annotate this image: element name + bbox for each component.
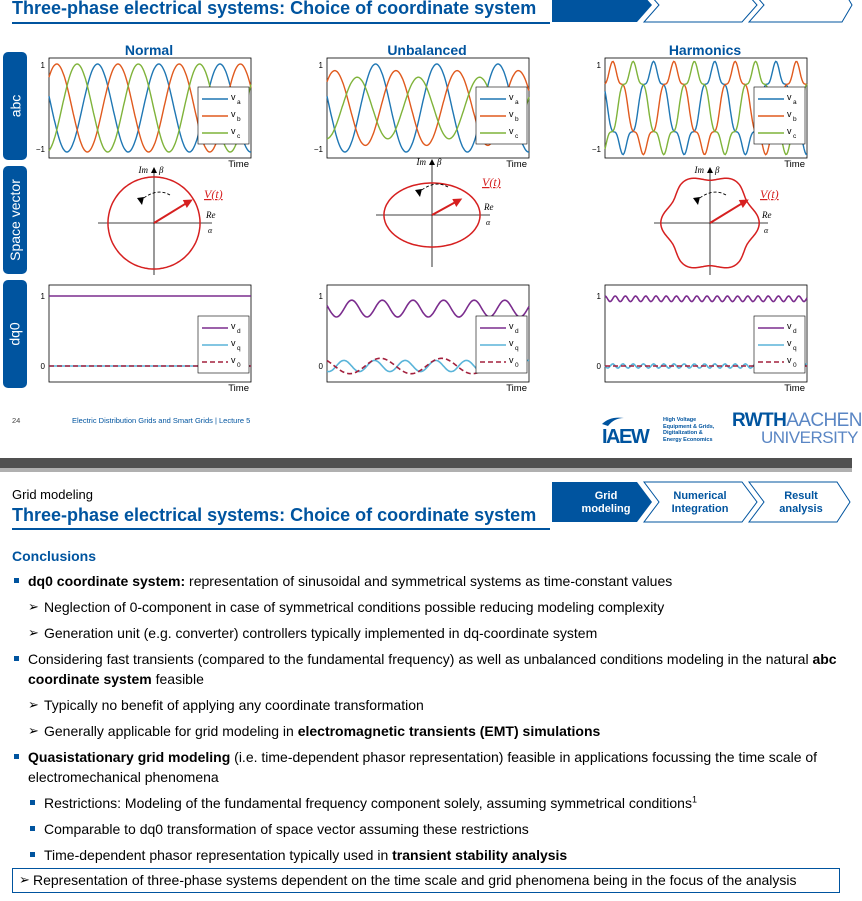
dq0-legend-sub-q-harmonics: q (793, 345, 797, 352)
nav2-label-2b: Integration (671, 503, 729, 515)
abc-legend-label-b-harmonics: v (787, 109, 792, 119)
iaew-desc-line-2: Equipment & Grids, (663, 423, 715, 430)
rwth-logo-university: UNIVERSITY (761, 428, 859, 447)
sv-re-label-harmonics: Re (762, 210, 772, 220)
dq0-legend-label-q-harmonics: v (787, 338, 792, 348)
rwth-logo-aachen: AACHEN (786, 410, 862, 431)
bullet-dq0-bold: dq0 coordinate system: (28, 573, 186, 589)
sub-bullet-no-benefit: ➢ Typically no benefit of applying any coordinate transformation (12, 695, 842, 715)
sv-im-arrowhead-unbalanced (429, 159, 435, 165)
bullet-abc-bold: abc coordinate system (28, 651, 837, 687)
sub-bullet-emt-bold: electromagnetic transients (EMT) simulations (297, 723, 601, 739)
column-head-unbalanced: Unbalanced (387, 42, 467, 58)
abc-legend-sub-a-normal: a (237, 99, 241, 106)
dq0-legend-sub-q-normal: q (237, 345, 241, 352)
dq0-legend-sub-q-unbalanced: q (515, 345, 519, 352)
abc-legend-sub-a-unbalanced: a (515, 99, 519, 106)
sv-im-arrowhead-normal (151, 167, 157, 173)
abc-legend-label-b-normal: v (231, 109, 236, 119)
sv-im-label-unbalanced: Im (416, 157, 426, 167)
abc-legend-sub-c-unbalanced: c (515, 133, 519, 140)
bullet-abc (12, 649, 842, 689)
dq0-legend-label-q-normal: v (231, 338, 236, 348)
row-tab-space-vector-label: Space vector (7, 179, 23, 261)
sv-rotation-arrowhead-harmonics (693, 197, 700, 205)
sv-im-label-normal: Im (138, 165, 148, 175)
sv-rotation-arc-normal (140, 192, 170, 201)
abc-legend-label-c-harmonics: v (787, 126, 792, 136)
dq0-ytick-0-normal: 0 (40, 362, 45, 371)
dq0-ytick-1-harmonics: 1 (596, 292, 601, 301)
slide-bottom (0, 472, 852, 901)
sub-bullet-ts-text: Time-dependent phasor representation typically used in (44, 847, 393, 863)
rwth-logo-rwth: RWTH (732, 410, 787, 431)
abc-xlabel-normal: Time (228, 159, 249, 170)
dq0-legend-label-d-normal: v (231, 321, 236, 331)
bullet-dq0 (12, 571, 842, 591)
sv-rotation-arc-unbalanced (418, 184, 448, 193)
sv-im-label-harmonics: Im (694, 165, 704, 175)
abc-legend-label-b-unbalanced: v (509, 109, 514, 119)
dq0-legend-sub-0-unbalanced: 0 (515, 362, 519, 369)
iaew-logo-swoosh (602, 418, 624, 426)
sv-alpha-label-harmonics: α (764, 226, 769, 235)
dq0-legend-label-0-harmonics: v (787, 355, 792, 365)
dq0-legend-label-0-normal: v (231, 355, 236, 365)
sv-rotation-arrowhead-unbalanced (415, 189, 422, 197)
abc-legend-sub-a-harmonics: a (793, 99, 797, 106)
abc-legend-label-a-normal: v (231, 92, 236, 102)
dq0-legend-label-d-unbalanced: v (509, 321, 514, 331)
sv-rotation-arc-harmonics (696, 192, 726, 201)
iaew-logo-text: IAEW (602, 426, 649, 448)
lecture-footer: Electric Distribution Grids and Smart Grids | Lecture 5 (72, 416, 251, 425)
dq0-curve-vd-harmonics (605, 296, 807, 302)
abc-legend-label-a-harmonics: v (787, 92, 792, 102)
abc-legend-sub-b-unbalanced: b (515, 116, 519, 123)
sv-rotation-arrowhead-normal (137, 197, 144, 205)
bullet-quasistationary (12, 747, 842, 787)
slide-bottom-title: Three-phase electrical systems: Choice of coordinate system (12, 505, 537, 525)
title-underline-bottom (12, 528, 550, 530)
sub-bullet-restrictions-text: Restrictions: Modeling of the fundamental frequency component solely, assuming symmetrical conditions (44, 795, 692, 811)
dq0-legend-sub-0-harmonics: 0 (793, 362, 797, 369)
iaew-logo (600, 414, 662, 446)
iaew-desc-line-4: Energy Economics (663, 436, 713, 443)
nav2-label-1b: modeling (581, 503, 631, 515)
bullet-quasi-bold: Quasistationary grid modeling (28, 749, 231, 765)
sv-vt-label-normal: V(t) (204, 187, 223, 201)
abc-legend-label-a-unbalanced: v (509, 92, 514, 102)
dq0-legend-sub-0-normal: 0 (237, 362, 241, 369)
abc-legend-sub-b-normal: b (237, 116, 241, 123)
sv-re-label-normal: Re (206, 210, 216, 220)
abc-legend-sub-c-normal: c (237, 133, 241, 140)
iaew-description (663, 417, 725, 443)
dq0-ytick-1-normal: 1 (40, 292, 45, 301)
column-head-harmonics: Harmonics (668, 42, 742, 58)
abc-legend-label-c-normal: v (231, 126, 236, 136)
sub-bullet-ts-bold: transient stability analysis (392, 847, 568, 863)
abc-ytick-1-normal: 1 (40, 61, 45, 70)
sv-beta-label-unbalanced: β (437, 157, 442, 167)
nav2-step-grid-modeling[interactable] (552, 482, 652, 522)
abc-xlabel-unbalanced: Time (506, 159, 527, 170)
abc-ytick-m1-harmonics: −1 (591, 145, 601, 154)
slide-top-title: Three-phase electrical systems: Choice of coordinate system (12, 0, 537, 18)
iaew-desc-line-1: High Voltage (663, 417, 697, 423)
sv-vector-normal (154, 201, 190, 223)
sv-re-label-unbalanced: Re (484, 202, 494, 212)
dq0-xlabel-unbalanced: Time (506, 383, 527, 394)
abc-ytick-m1-unbalanced: −1 (313, 145, 323, 154)
bullet-quasi-text: (i.e. time-dependent phasor representation) feasible in applications focussing the time scale of electromechanical phenomena (28, 749, 818, 785)
abc-ytick-1-unbalanced: 1 (318, 61, 323, 70)
dq0-legend-sub-d-unbalanced: d (515, 328, 519, 335)
conclusions-heading: Conclusions (12, 548, 97, 564)
nav2-step-numerical-integration[interactable] (644, 482, 757, 522)
sv-vt-label-harmonics: V(t) (760, 187, 779, 201)
sub-bullet-emt-text: Generally applicable for grid modeling in (44, 723, 298, 739)
dq0-curve-vd-unbalanced (327, 300, 529, 317)
dq0-ytick-1-unbalanced: 1 (318, 292, 323, 301)
nav2-label-3b: analysis (779, 503, 823, 515)
sv-alpha-label-unbalanced: α (486, 218, 491, 227)
sub-bullet-neglection: ➢ Neglection of 0-component in case of symmetrical conditions possible reducing modeling complexity (12, 597, 842, 617)
footnote-marker: 1 (691, 794, 697, 805)
abc-xlabel-harmonics: Time (784, 159, 805, 170)
abc-legend-sub-b-harmonics: b (793, 116, 797, 123)
abc-ytick-m1-normal: −1 (35, 145, 45, 154)
section-label: Grid modeling (12, 487, 93, 502)
sub-bullet-generation-unit: ➢ Generation unit (e.g. converter) controllers typically implemented in dq-coordinate system (12, 623, 842, 643)
sv-beta-label-harmonics: β (715, 165, 720, 175)
dq0-xlabel-harmonics: Time (784, 383, 805, 394)
row-tab-dq0-label: dq0 (6, 322, 23, 346)
abc-legend-label-c-unbalanced: v (509, 126, 514, 136)
sub-bullet-emt (12, 721, 842, 741)
dq0-ytick-0-harmonics: 0 (596, 362, 601, 371)
dq0-legend-label-0-unbalanced: v (509, 355, 514, 365)
dq0-legend-sub-d-harmonics: d (793, 328, 797, 335)
sub-bullet-restrictions (12, 793, 842, 813)
dq0-legend-label-q-unbalanced: v (509, 338, 514, 348)
dq0-xlabel-normal: Time (228, 383, 249, 394)
row-tab-abc-label: abc (6, 94, 23, 118)
bullet-abc-text1: Considering fast transients (compared to the fundamental frequency) as well as unbalanced conditions modeling in the natural (28, 651, 813, 667)
slide-divider (0, 458, 852, 468)
figure-grid (0, 0, 852, 400)
column-head-normal: Normal (124, 42, 174, 58)
sub-bullet-comparable: Comparable to dq0 transformation of space vector assuming these restrictions (12, 819, 842, 839)
nav2-label-2a: Numerical (673, 490, 727, 502)
dq0-legend-sub-d-normal: d (237, 328, 241, 335)
slide-number: 24 (12, 416, 21, 425)
bullet-dq0-text: representation of sinusoidal and symmetrical systems as time-constant values (185, 573, 673, 589)
abc-legend-sub-c-harmonics: c (793, 133, 797, 140)
sub-bullet-transient-stability (12, 845, 842, 865)
sv-vector-harmonics (710, 201, 746, 223)
iaew-desc-line-3: Digitalization & (663, 430, 703, 436)
summary-box: ➢ Representation of three-phase systems dependent on the time scale and grid phenomena being in the focus of the analysis (12, 868, 840, 893)
nav2-step-result-analysis[interactable] (749, 482, 850, 522)
sv-beta-label-normal: β (159, 165, 164, 175)
nav2-label-1a: Grid (594, 490, 618, 502)
dq0-legend-label-d-harmonics: v (787, 321, 792, 331)
sv-vt-label-unbalanced: V(t) (482, 175, 501, 189)
nav2-label-3a: Result (784, 490, 818, 502)
bullet-abc-text2: feasible (151, 671, 204, 687)
sv-im-arrowhead-harmonics (707, 167, 713, 173)
abc-ytick-1-harmonics: 1 (596, 61, 601, 70)
dq0-ytick-0-unbalanced: 0 (318, 362, 323, 371)
conclusions-content (12, 546, 842, 871)
process-nav-bottom (552, 482, 852, 522)
sv-alpha-label-normal: α (208, 226, 213, 235)
